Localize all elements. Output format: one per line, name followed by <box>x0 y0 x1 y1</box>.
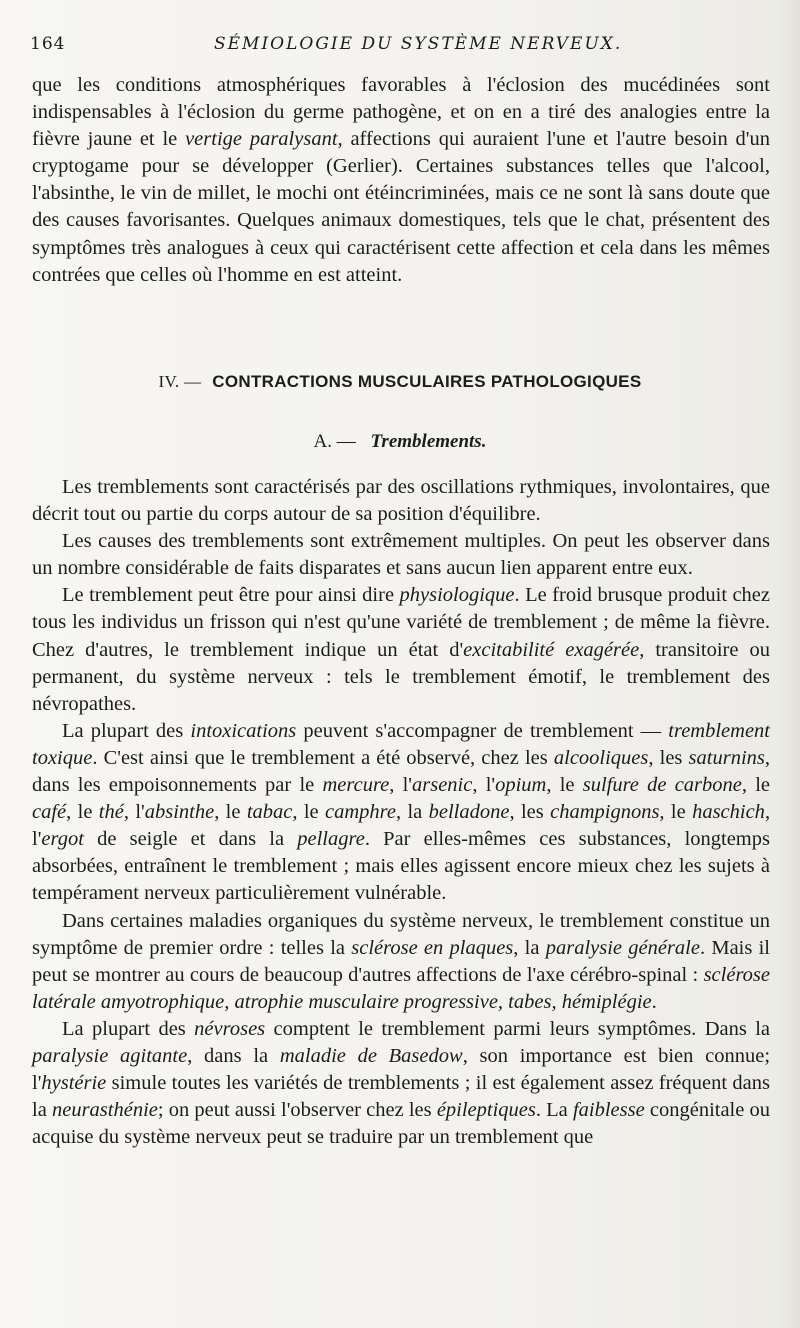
text-run: , le <box>546 774 583 797</box>
text-run: , dans les empoisonnements par le <box>32 746 770 797</box>
text-run: , les <box>648 746 689 769</box>
italic-term: opium <box>495 774 547 797</box>
text-run: congénitale ou acquise du système nerveux peut se traduire par un tremblement que <box>32 1099 771 1149</box>
paragraph <box>32 718 770 908</box>
subsection-letter: A. — <box>313 431 356 452</box>
section-heading <box>0 372 800 392</box>
italic-term: champignons <box>550 801 660 824</box>
text-run: Le tremblement peut être pour ainsi dire <box>62 584 400 607</box>
text-run: , les <box>509 801 551 824</box>
italic-term: pellagre <box>297 828 365 851</box>
italic-term: arsenic <box>412 774 473 797</box>
text-run: . <box>651 990 657 1013</box>
italic-term: physiologique <box>399 584 515 607</box>
italic-term: tabac <box>246 801 293 824</box>
text-run: , dans la <box>187 1044 280 1067</box>
text-run: , affections qui auraient l'une et l'autre besoin d'un cryptogame pour se développer (Gerlier). Certaines substances telles que l'alcool, l'absinthe, le vin de millet, le mochi ont étéincriminées, mais ce ne sont là sans doute que des causes favorisantes. Quelques animaux domestiques, tels que le chat, présentent des symptômes très analogues à ceux qui caractérisent cette affection et cela dans les mêmes contrées que celles où l'homme en est atteint. <box>32 128 770 286</box>
text-run: de seigle et dans la <box>83 828 298 851</box>
text-run: , le <box>659 801 693 824</box>
paragraph <box>32 528 770 582</box>
section-number: IV. — <box>158 372 202 391</box>
italic-term: sclérose en plaques <box>351 936 514 959</box>
page-header <box>30 34 770 56</box>
text-run: Dans certaines maladies organiques du système nerveux, le tremblement constitue un symptôme de premier ordre : telles la <box>32 909 770 959</box>
italic-term: tremblement toxique <box>32 719 771 769</box>
text-run: . Mais il peut se montrer au cours de beaucoup d'autres affections de l'axe cérébro-spinal : <box>32 936 770 986</box>
italic-term: belladone <box>428 801 510 824</box>
text-run: , la <box>396 801 429 824</box>
text-run: Les causes des tremblements sont extrêmement multiples. On peut les observer dans un nombre considérable de faits disparates et sans aucun lien apparent entre eux. <box>32 530 770 580</box>
italic-term: intoxications <box>190 719 297 742</box>
italic-term: épileptiques <box>436 1099 536 1122</box>
text-run: . Le froid brusque produit chez tous les individus un frisson qui n'est qu'une variété de tremblement ; de même la fièvre. Chez d'autres, le tremblement indique un état d' <box>32 584 771 661</box>
body-text <box>32 474 770 1151</box>
text-run: , transitoire ou permanent, du système nerveux : tels le tremblement émotif, le tremblement des névropathes. <box>32 638 770 715</box>
italic-term: hystérie <box>41 1072 107 1095</box>
italic-term: alcooliques <box>553 746 649 769</box>
running-head: SÉMIOLOGIE DU SYSTÈME NERVEUX. <box>214 34 623 54</box>
italic-term: absinthe <box>144 801 215 824</box>
italic-term: café <box>32 801 67 824</box>
intro-paragraph <box>32 72 770 289</box>
text-run: La plupart des <box>62 1017 195 1040</box>
text-run: , le <box>214 801 247 824</box>
italic-term: camphre <box>325 801 396 824</box>
italic-term: paralysie agitante <box>32 1044 188 1067</box>
text-run: , le <box>66 801 99 824</box>
text-run: , l' <box>389 774 412 797</box>
italic-term: saturnins <box>688 746 765 769</box>
text-run: comptent le tremblement parmi leurs symptômes. Dans la <box>265 1017 771 1040</box>
italic-term: thé <box>98 801 124 824</box>
italic-term: faiblesse <box>572 1099 645 1122</box>
text-run: , l' <box>32 801 771 851</box>
text-run: , le <box>741 774 771 797</box>
paragraph <box>32 1016 770 1151</box>
text-run: peuvent s'accompagner de tremblement — <box>296 719 669 742</box>
paragraph <box>32 908 770 1016</box>
italic-term: vertige paralysant <box>185 128 338 151</box>
italic-term: maladie de Basedow <box>279 1044 463 1067</box>
italic-term: sclérose latérale amyotrophique, atrophie musculaire progressive, tabes, hémiplégie <box>32 963 770 1013</box>
text-run: , le <box>292 801 326 824</box>
text-run: , l' <box>123 801 145 824</box>
italic-term: ergot <box>41 828 84 851</box>
text-run: . Par elles-mêmes ces substances, longtemps absorbées, entraînent le tremblement ; mais elles agissent encore mieux chez les sujets à tempérament nerveux particulièrement vulnérable. <box>32 828 770 905</box>
italic-term: haschich <box>692 801 765 824</box>
text-run: , la <box>513 936 546 959</box>
italic-term: sulfure de carbone <box>582 774 742 797</box>
section-title: CONTRACTIONS MUSCULAIRES PATHOLOGIQUES <box>212 372 642 391</box>
italic-term: neurasthénie <box>51 1099 158 1122</box>
subsection-title: Tremblements. <box>370 431 487 452</box>
text-run: . C'est ainsi que le tremblement a été observé, chez les <box>92 746 554 769</box>
text-run: ; on peut aussi l'observer chez les <box>157 1099 437 1122</box>
italic-term: mercure <box>322 774 390 797</box>
text-run: que les conditions atmosphériques favorables à l'éclosion des mucédinées sont indispensables à l'éclosion du germe pathogène, et on en a tiré des analogies entre la fièvre jaune et le <box>32 74 770 151</box>
italic-term: paralysie générale <box>545 936 700 959</box>
italic-term: excitabilité exagérée <box>463 638 640 661</box>
subsection-heading <box>0 431 800 453</box>
paragraph <box>32 582 770 717</box>
text-run: , son importance est bien connue; l' <box>32 1044 771 1095</box>
text-run: . La <box>535 1099 573 1122</box>
page-edge-shadow <box>778 0 800 1328</box>
page-number: 164 <box>30 34 66 54</box>
text-run: Les tremblements sont caractérisés par des oscillations rythmiques, involontaires, que décrit tout ou partie du corps autour de sa position d'équilibre. <box>32 476 770 526</box>
italic-term: névroses <box>194 1017 266 1040</box>
paragraph <box>32 474 770 528</box>
text-run: La plupart des <box>62 719 191 742</box>
text-run: simule toutes les variétés de tremblements ; il est également assez fréquent dans la <box>32 1072 770 1122</box>
paragraph <box>32 72 770 289</box>
text-run: , l' <box>472 774 496 797</box>
